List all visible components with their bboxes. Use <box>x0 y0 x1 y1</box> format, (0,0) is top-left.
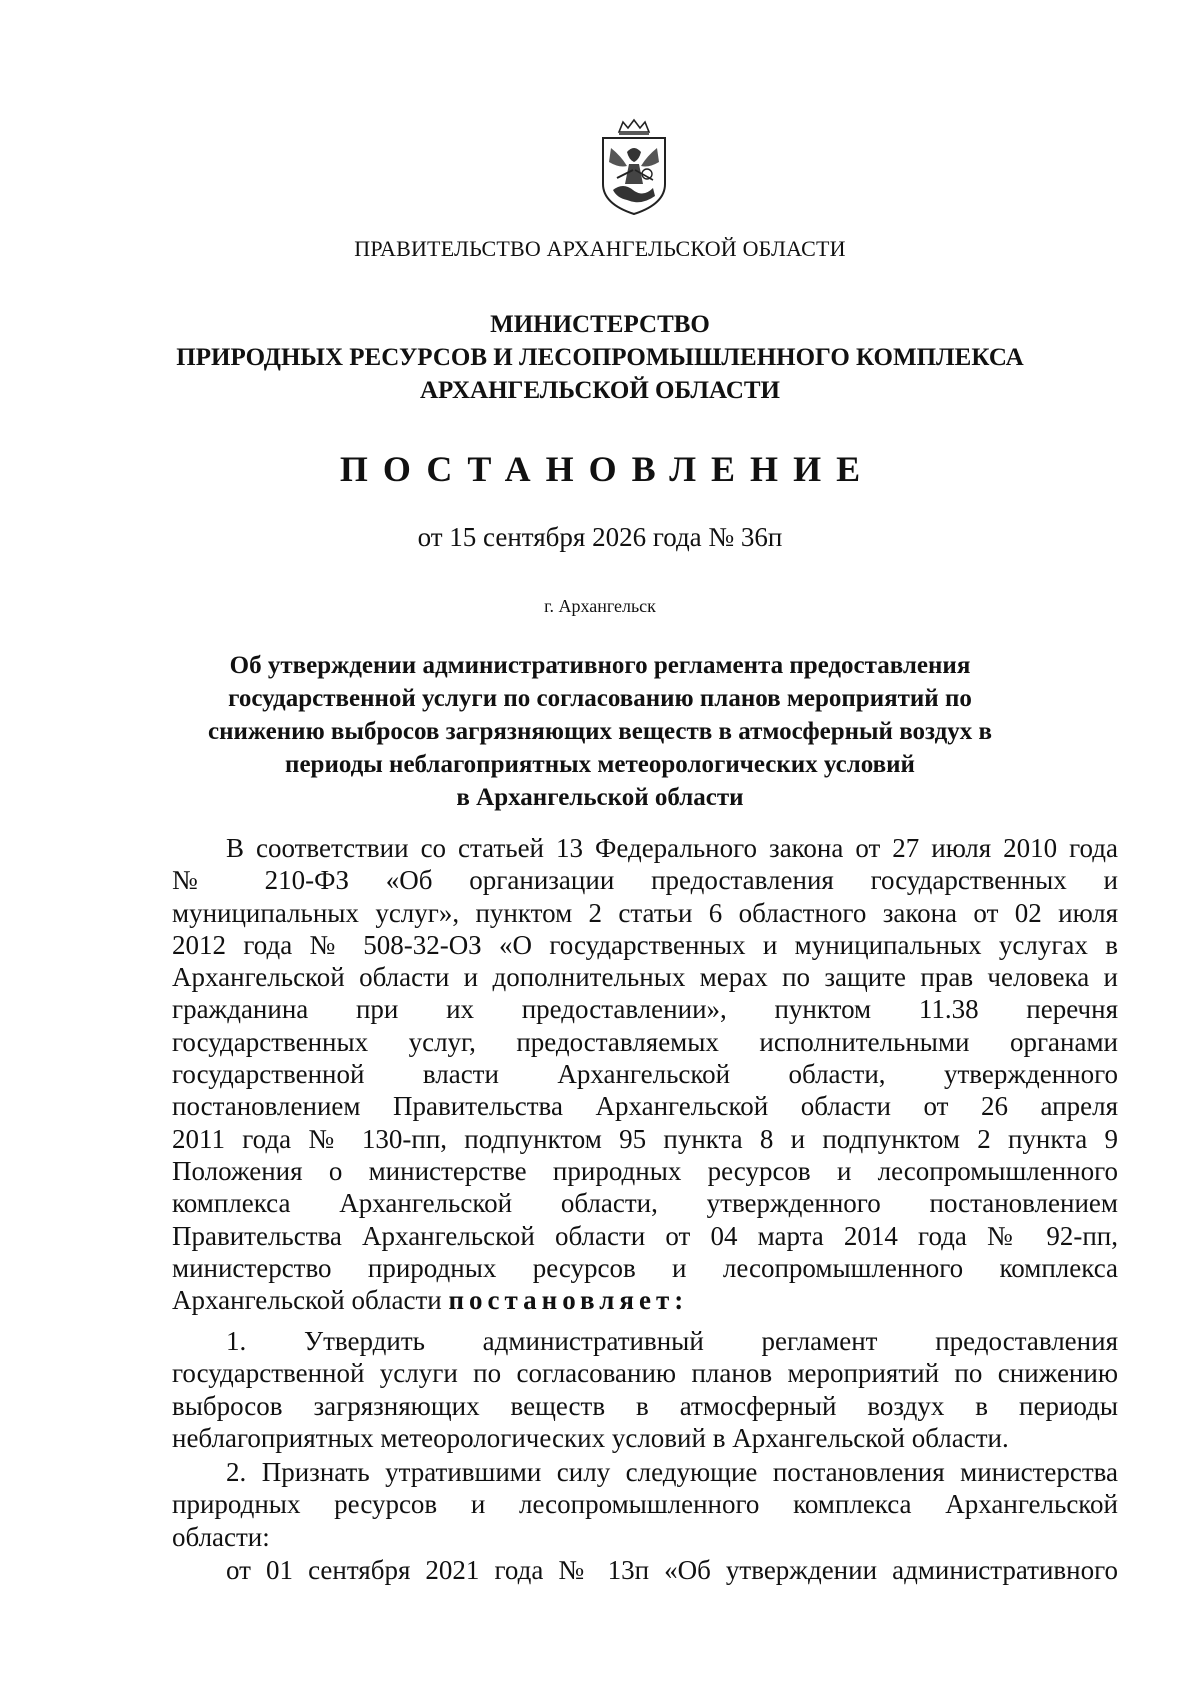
item-1-line: выбросов загрязняющих веществ в атмосферный воздух в периоды <box>172 1390 1118 1421</box>
preamble-line: муниципальных услуг», пунктом 2 статьи 6 областного закона от 02 июля <box>172 897 1118 928</box>
preamble-line: № 210-ФЗ «Об организации предоставления государственных и <box>172 865 1118 896</box>
item-2-line: природных ресурсов и лесопромышленного комплекса Архангельской <box>172 1489 1118 1520</box>
preamble-final-line <box>172 1284 1118 1316</box>
coat-of-arms-icon <box>597 118 671 216</box>
preamble-line: комплекса Архангельской области, утвержденного постановлением <box>172 1188 1118 1219</box>
preamble-line: Положения о министерстве природных ресурсов и лесопромышленного <box>172 1155 1118 1186</box>
document-title <box>0 649 1200 814</box>
ministry-name <box>0 308 1200 407</box>
preamble-line: Правительства Архангельской области от 04 марта 2014 года № 92-пп, <box>172 1220 1118 1251</box>
title-line: Об утверждении административного регламента предоставления <box>229 652 971 679</box>
government-name: ПРАВИТЕЛЬСТВО АРХАНГЕЛЬСКОЙ ОБЛАСТИ <box>354 236 846 261</box>
preamble-line: 2011 года № 130-пп, подпунктом 95 пункта 8 и подпунктом 2 пункта 9 <box>172 1123 1118 1154</box>
preamble-line: Архангельской области и дополнительных мерах по защите прав человека и <box>172 962 1118 993</box>
preamble-paragraph <box>172 832 1118 1316</box>
title-line: снижению выбросов загрязняющих веществ в атмосферный воздух в <box>207 718 993 745</box>
item-2-entry-line: от 01 сентября 2021 года № 13п «Об утверждении административного <box>226 1555 1118 1585</box>
item-2-line: области: <box>172 1521 270 1552</box>
item-2-line: 2. Признать утратившими силу следующие постановления министерства <box>226 1457 1118 1487</box>
ministry-line: АРХАНГЕЛЬСКОЙ ОБЛАСТИ <box>420 377 780 404</box>
title-line: государственной услуги по согласованию планов мероприятий по <box>228 685 972 712</box>
item-2-first-entry <box>172 1554 1118 1586</box>
ministry-line: МИНИСТЕРСТВО <box>490 311 710 338</box>
ministry-line: ПРИРОДНЫХ РЕСУРСОВ И ЛЕСОПРОМЫШЛЕННОГО КОМПЛЕКСА <box>176 344 1024 371</box>
document-date-number: от 15 сентября 2026 года № 36п <box>417 522 783 552</box>
preamble-line: государственной власти Архангельской области, утвержденного <box>172 1059 1118 1090</box>
preamble-line: государственных услуг, предоставляемых исполнительными органами <box>172 1026 1118 1057</box>
item-1-line: государственной услуги по согласованию планов мероприятий по снижению <box>172 1358 1118 1389</box>
document-city: г. Архангельск <box>544 596 656 616</box>
item-2-paragraph <box>172 1456 1118 1553</box>
preamble-last-text: Архангельской области <box>172 1285 442 1316</box>
document-type: ПОСТАНОВЛЕНИЕ <box>339 449 876 489</box>
preamble-line: министерство природных ресурсов и лесопромышленного комплекса <box>172 1252 1118 1283</box>
preamble-line: В соответствии со статьей 13 Федерального закона от 27 июля 2010 года <box>226 833 1118 863</box>
preamble-line: постановлением Правительства Архангельской области от 26 апреля <box>172 1091 1118 1122</box>
preamble-line: 2012 года № 508-32-ОЗ «О государственных и муниципальных услугах в <box>172 929 1118 960</box>
title-line: в Архангельской области <box>456 784 744 811</box>
item-1-line: неблагоприятных метеорологических условий в Архангельской области. <box>172 1422 1009 1453</box>
preamble-line: гражданина при их предоставлении», пунктом 11.38 перечня <box>172 994 1118 1025</box>
item-1-line: 1. Утвердить административный регламент предоставления <box>226 1326 1118 1356</box>
resolves-word: постановляет: <box>448 1285 689 1316</box>
title-line: периоды неблагоприятных метеорологических условий <box>285 751 915 778</box>
item-1-paragraph <box>172 1325 1118 1454</box>
